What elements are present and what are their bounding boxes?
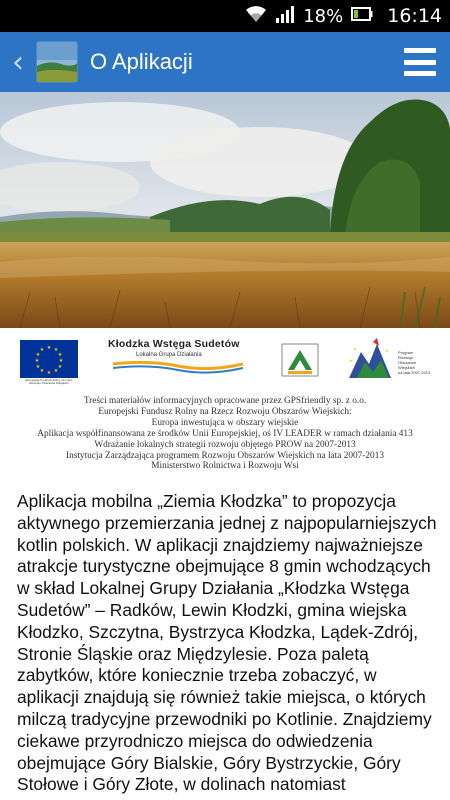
svg-text:★: ★ (58, 358, 64, 364)
battery-percent: 18% (303, 5, 344, 27)
status-icons (245, 0, 442, 32)
svg-text:★: ★ (349, 358, 353, 363)
prow-logo (343, 338, 397, 391)
credit-line: Aplikacja współfinansowana ze środków Unii Europejskiej, oś IV LEADER w ramach działania 413 (37, 428, 413, 439)
app-logo[interactable] (36, 41, 78, 83)
credit-line: Europa inwestująca w obszary wiejskie (151, 417, 299, 428)
leader-logo (280, 342, 320, 383)
sponsor-logos (0, 334, 450, 394)
svg-text:★: ★ (35, 364, 41, 370)
back-chevron-icon: ‹ (12, 44, 24, 80)
eu-caption: Europejski Fundusz Rolny na rzecz Rozwoju Obszarów Wiejskich (25, 378, 73, 385)
svg-text:★: ★ (46, 370, 52, 376)
clock: 16:14 (387, 5, 442, 27)
svg-text:★: ★ (34, 358, 40, 364)
wifi-icon (245, 5, 267, 28)
app-bar (0, 32, 450, 92)
hamburger-menu-icon[interactable] (404, 48, 436, 76)
kws-subtitle: Lokalna Grupa Działania (136, 352, 202, 358)
svg-text:★: ★ (353, 346, 357, 351)
svg-text:★: ★ (57, 364, 63, 370)
app-description: Aplikacja mobilna „Ziemia Kłodzka” to propozycja aktywnego przemierzania jednej z najpopularniejszych kotlin polskich. W aplikacji znajdziemy najważniejsze atrakcje turystyczne obejmujące 8 gmin wchodzących w skład Lokalnej Grupy Działania „Kłodzka Wstęga Sudetów” – Radków, Lewin Kłodzki, gmina wiejska Kłodzko, Szczytna, Bystrzyca Kłodzka, Lądek-Zdrój, Stronie Śląskie oraz Międzylesie. Poza paletą zabytków, które koniecznie trzeba zobaczyć, w aplikacji znajdują się również takie miejsca, o których milczą tradycyjne przewodniki po Kotlinie. Znajdziemy ciekawe przyrodniczo miejsca do odwiedzenia obejmujące Góry Bialskie, Góry Bystrzyckie, Góry Stołowe i Góry Złote, w dolinach natomiast (17, 491, 437, 795)
svg-text:★: ★ (385, 348, 389, 353)
svg-text:★: ★ (46, 345, 52, 351)
kws-title: Kłodzka Wstęga Sudetów (108, 338, 240, 350)
klodzka-wstega-sudetow-logo (108, 338, 248, 379)
signal-icon (275, 5, 295, 28)
hero-landscape-image (0, 92, 450, 328)
svg-text:★: ★ (39, 347, 45, 353)
credit-line: Ministerstwo Rolnictwa i Rozwoju Wsi (151, 461, 299, 472)
credit-line: Europejski Fundusz Rolny na Rzecz Rozwoju Obszarów Wiejskich: (98, 406, 352, 417)
svg-text:★: ★ (57, 352, 63, 358)
back-button[interactable] (0, 32, 36, 92)
credits (0, 396, 450, 472)
prow-text: Program Rozwoju Obszarów Wiejskich na lata 2007-2013 (398, 350, 431, 375)
credit-line: Instytucja Zarządzająca programem Rozwoju Obszarów Wiejskich na lata 2007-2013 (65, 450, 384, 461)
svg-text:★: ★ (53, 368, 59, 374)
credit-line: Treści materiałów informacyjnych opracowane przez GPSfriendly sp. z o.o. (83, 396, 367, 406)
eu-flag-logo (20, 340, 78, 383)
svg-text:★: ★ (53, 347, 59, 353)
credit-line: Wdrażanie lokalnych strategii rozwoju objętego PROW na 2007-2013 (94, 439, 356, 450)
battery-icon (351, 6, 373, 27)
svg-text:★: ★ (39, 368, 45, 374)
status-bar (0, 0, 450, 32)
page-title: O Aplikacji (90, 49, 193, 74)
svg-text:★: ★ (35, 352, 41, 358)
